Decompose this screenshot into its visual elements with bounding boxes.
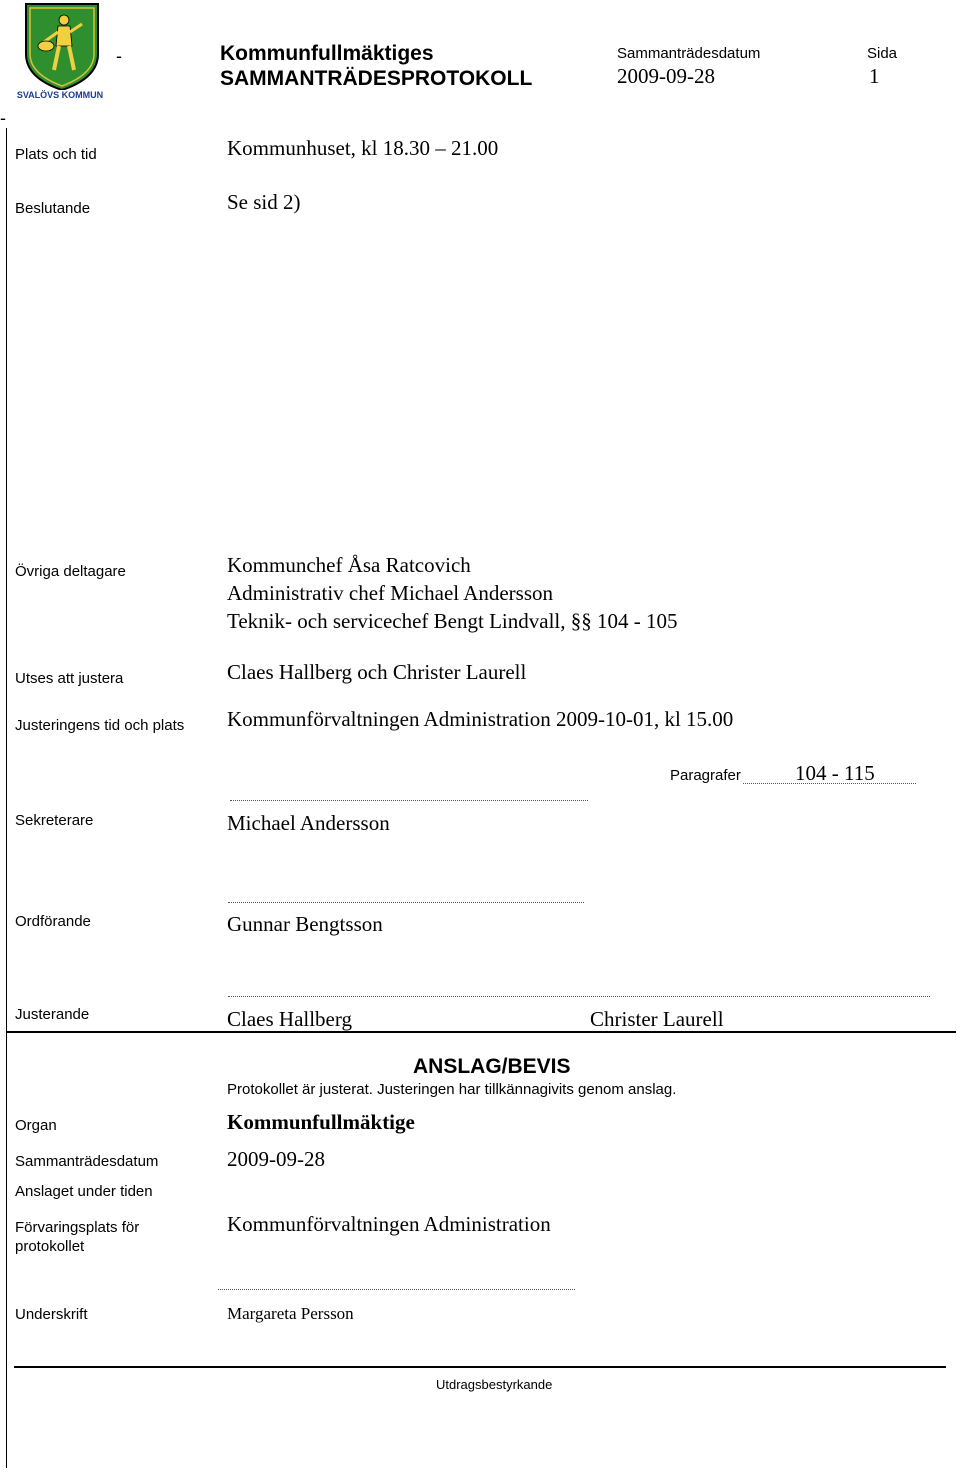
place-value: Kommunhuset, kl 18.30 – 21.00 — [227, 136, 499, 160]
chair-name: Gunnar Bengtsson — [227, 912, 383, 936]
others-line: Administrativ chef Michael Andersson — [227, 581, 554, 605]
adjusters-label: Utses att justera — [15, 670, 124, 687]
adjust-when-value: Kommunförvaltningen Administration 2009-10-01, kl 15.00 — [227, 707, 734, 731]
others-line: Kommunchef Åsa Ratcovich — [227, 553, 471, 577]
paragraphs-label: Paragrafer — [670, 767, 741, 784]
notice-text: Protokollet är justerat. Justeringen har tillkännagivits genom anslag. — [227, 1081, 677, 1098]
storage-label-line2: protokollet — [15, 1238, 85, 1255]
posted-period-label: Anslaget under tiden — [15, 1183, 153, 1200]
secretary-signature-line — [230, 800, 588, 801]
secretary-label: Sekreterare — [15, 812, 94, 829]
adjuster2-name: Christer Laurell — [590, 1007, 724, 1031]
notice-date-label: Sammanträdesdatum — [15, 1153, 159, 1170]
notice-date-value: 2009-09-28 — [227, 1147, 325, 1171]
adjusters-signature-line — [228, 996, 930, 997]
header-date-label: Sammanträdesdatum — [617, 45, 761, 62]
margin-dash: - — [0, 108, 6, 128]
others-label: Övriga deltagare — [15, 563, 126, 580]
adjusters-value: Claes Hallberg och Christer Laurell — [227, 660, 527, 684]
deciders-label: Beslutande — [15, 200, 91, 217]
organ-label: Organ — [15, 1117, 57, 1134]
deciders-value: Se sid 2) — [227, 190, 301, 214]
header-page-label: Sida — [867, 45, 898, 62]
adjusters-sign-label: Justerande — [15, 1006, 90, 1023]
document-title-line1: Kommunfullmäktiges — [220, 42, 434, 65]
header-dash: - — [116, 46, 122, 66]
svg-text:SVALÖVS KOMMUN: SVALÖVS KOMMUN — [16, 90, 104, 100]
secretary-name: Michael Andersson — [227, 811, 390, 835]
storage-value: Kommunförvaltningen Administration — [227, 1212, 551, 1236]
adjuster1-name: Claes Hallberg — [227, 1007, 352, 1031]
header-page-value: 1 — [869, 64, 880, 88]
footer-divider — [14, 1366, 946, 1368]
place-label: Plats och tid — [15, 146, 97, 163]
document-title-line2: SAMMANTRÄDESPROTOKOLL — [220, 67, 533, 90]
notice-title: ANSLAG/BEVIS — [413, 1055, 571, 1078]
left-margin-line — [6, 128, 7, 1468]
chair-signature-line — [228, 902, 584, 903]
paragraphs-value: 104 - 115 — [795, 761, 875, 785]
municipality-coat-of-arms-logo — [6, 2, 114, 100]
header-date-value: 2009-09-28 — [617, 64, 715, 88]
notice-signature-line — [218, 1289, 575, 1290]
adjust-when-label: Justeringens tid och plats — [15, 717, 185, 734]
signature-label: Underskrift — [15, 1306, 88, 1323]
paragraphs-line — [743, 783, 916, 784]
others-line: Teknik- och servicechef Bengt Lindvall, §§ 104 - 105 — [227, 609, 678, 633]
section-divider — [6, 1031, 956, 1033]
footer-label: Utdragsbestyrkande — [436, 1377, 553, 1392]
chair-label: Ordförande — [15, 913, 91, 930]
storage-label-line1: Förvaringsplats för — [15, 1219, 140, 1236]
signature-name: Margareta Persson — [227, 1304, 354, 1323]
organ-value: Kommunfullmäktige — [227, 1110, 415, 1134]
